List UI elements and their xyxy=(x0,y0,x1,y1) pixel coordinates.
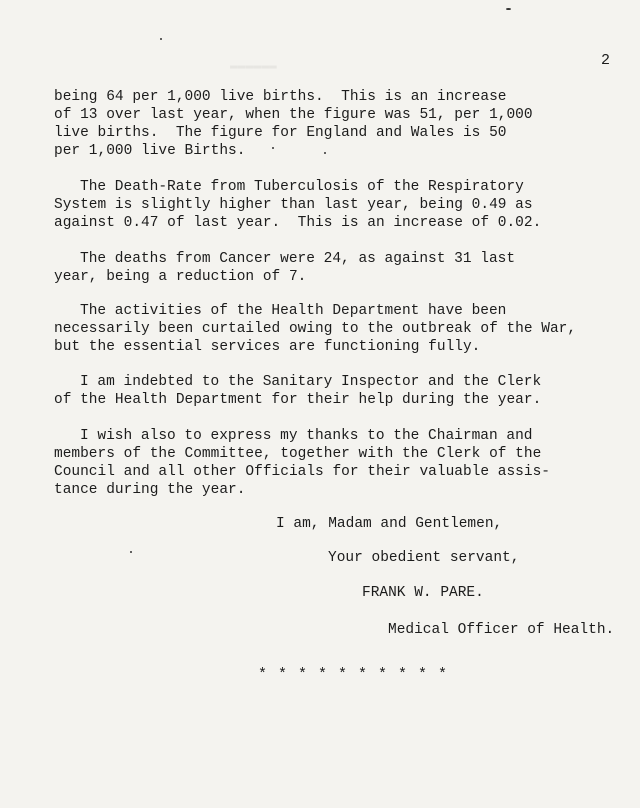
paragraph-4-line-2: necessarily been curtailed owing to the outbreak of the War, xyxy=(54,321,577,337)
paragraph-2-line-1: The Death-Rate from Tuberculosis of the Respiratory xyxy=(80,179,524,195)
signatory-name: FRANK W. PARE. xyxy=(362,585,484,601)
paragraph-1-line-2: of 13 over last year, when the figure was 51, per 1,000 xyxy=(54,107,533,123)
scan-speck xyxy=(130,551,132,553)
paragraph-6-line-4: tance during the year. xyxy=(54,482,246,498)
paragraph-5-line-1: I am indebted to the Sanitary Inspector and the Clerk xyxy=(80,374,542,390)
paragraph-6-line-3: Council and all other Officials for their valuable assis- xyxy=(54,464,550,480)
scan-speck xyxy=(506,8,511,10)
paragraph-5-line-2: of the Health Department for their help during the year. xyxy=(54,392,542,408)
paragraph-6-line-1: I wish also to express my thanks to the Chairman and xyxy=(80,428,533,444)
paragraph-6-line-2: members of the Committee, together with the Clerk of the xyxy=(54,446,542,462)
paragraph-4-line-3: but the essential services are functioning fully. xyxy=(54,339,481,355)
show-through-mark: ▬▬▬▬▬▬ xyxy=(230,58,277,73)
scan-speck xyxy=(272,147,274,149)
paragraph-3-line-2: year, being a reduction of 7. xyxy=(54,269,307,285)
separator-asterisks: * * * * * * * * * * xyxy=(258,666,449,683)
paragraph-1-line-1: being 64 per 1,000 live births. This is an increase xyxy=(54,89,507,105)
closing-valediction: Your obedient servant, xyxy=(328,550,520,566)
paragraph-4-line-1: The activities of the Health Department have been xyxy=(80,303,507,319)
paragraph-3-line-1: The deaths from Cancer were 24, as against 31 last xyxy=(80,251,516,267)
scan-speck xyxy=(324,152,326,154)
paragraph-2-line-2: System is slightly higher than last year, being 0.49 as xyxy=(54,197,533,213)
paragraph-1-line-4: per 1,000 live Births. xyxy=(54,143,246,159)
paragraph-2-line-3: against 0.47 of last year. This is an increase of 0.02. xyxy=(54,215,542,231)
paragraph-1-line-3: live births. The figure for England and Wales is 50 xyxy=(54,125,507,141)
signatory-title: Medical Officer of Health. xyxy=(388,622,615,638)
closing-salutation: I am, Madam and Gentlemen, xyxy=(276,516,503,532)
page-number: 2 xyxy=(600,52,610,69)
scan-speck xyxy=(160,38,162,40)
